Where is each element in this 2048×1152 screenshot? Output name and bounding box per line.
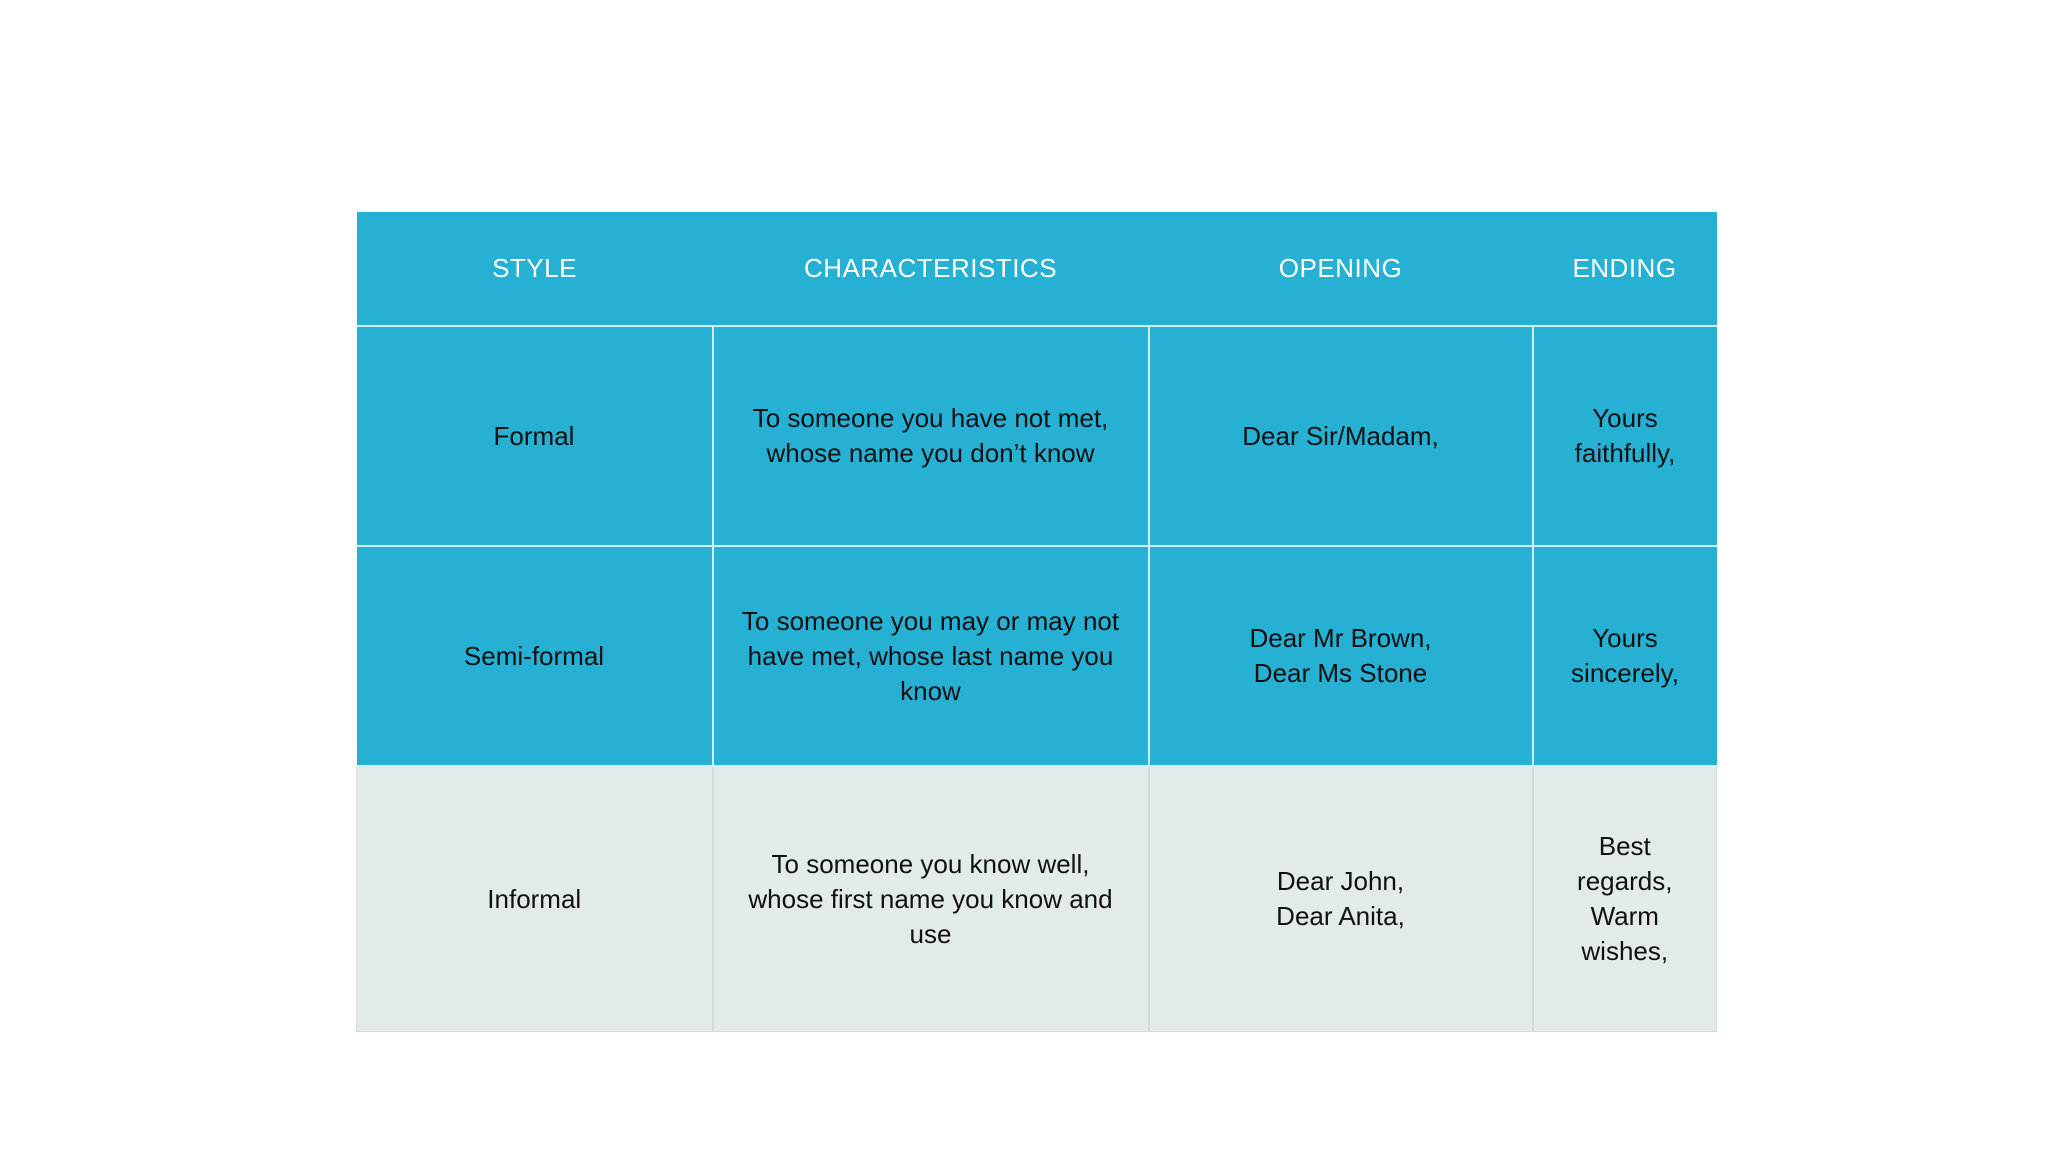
characteristics-cell <box>713 766 1149 1032</box>
ending-cell <box>1533 546 1717 766</box>
table-row-semi-formal <box>357 546 1717 766</box>
opening-cell <box>1149 326 1533 546</box>
table-header-row <box>357 212 1717 326</box>
text-line: To someone you may or may not <box>741 605 1120 636</box>
text-line: Yours <box>1592 623 1658 653</box>
ending-cell <box>1533 326 1717 546</box>
text-line: wishes, <box>1581 936 1669 966</box>
text-line: To someone you have not met, <box>752 403 1109 433</box>
characteristics-cell <box>713 546 1149 766</box>
table-row-formal <box>357 326 1717 546</box>
style-cell: Informal <box>357 766 713 1032</box>
text-line: faithfully, <box>1574 438 1676 468</box>
text-line: To someone you know well, <box>771 848 1090 879</box>
text-line: Yours <box>1592 403 1658 433</box>
header-characteristics: CHARACTERISTICS <box>713 212 1149 326</box>
opening-cell <box>1149 546 1533 766</box>
text-line: have met, whose last name you <box>747 640 1114 671</box>
style-cell: Semi-formal <box>357 546 713 766</box>
table-row-informal <box>357 766 1717 1032</box>
text-line: know <box>900 675 961 706</box>
ending-cell <box>1533 766 1717 1032</box>
header-ending: ENDING <box>1533 212 1717 326</box>
text-line: Dear Ms Stone <box>1253 658 1428 688</box>
header-style: STYLE <box>357 212 713 326</box>
text-line: Dear John, <box>1276 866 1405 896</box>
text-line: Dear Anita, <box>1276 901 1405 931</box>
text-line: sincerely, <box>1571 658 1679 688</box>
text-line: whose name you don’t know <box>766 438 1095 468</box>
text-line: Dear Mr Brown, <box>1249 623 1432 653</box>
style-cell: Formal <box>357 326 713 546</box>
text-line: Best regards, <box>1577 831 1673 896</box>
letter-styles-table <box>356 212 1717 1032</box>
text-line: Warm <box>1590 901 1659 931</box>
text-line: Dear Sir/Madam, <box>1242 420 1439 451</box>
text-line: whose first name you know and <box>748 883 1113 914</box>
opening-cell <box>1149 766 1533 1032</box>
characteristics-cell <box>713 326 1149 546</box>
header-opening: OPENING <box>1149 212 1533 326</box>
text-line: use <box>909 918 952 949</box>
